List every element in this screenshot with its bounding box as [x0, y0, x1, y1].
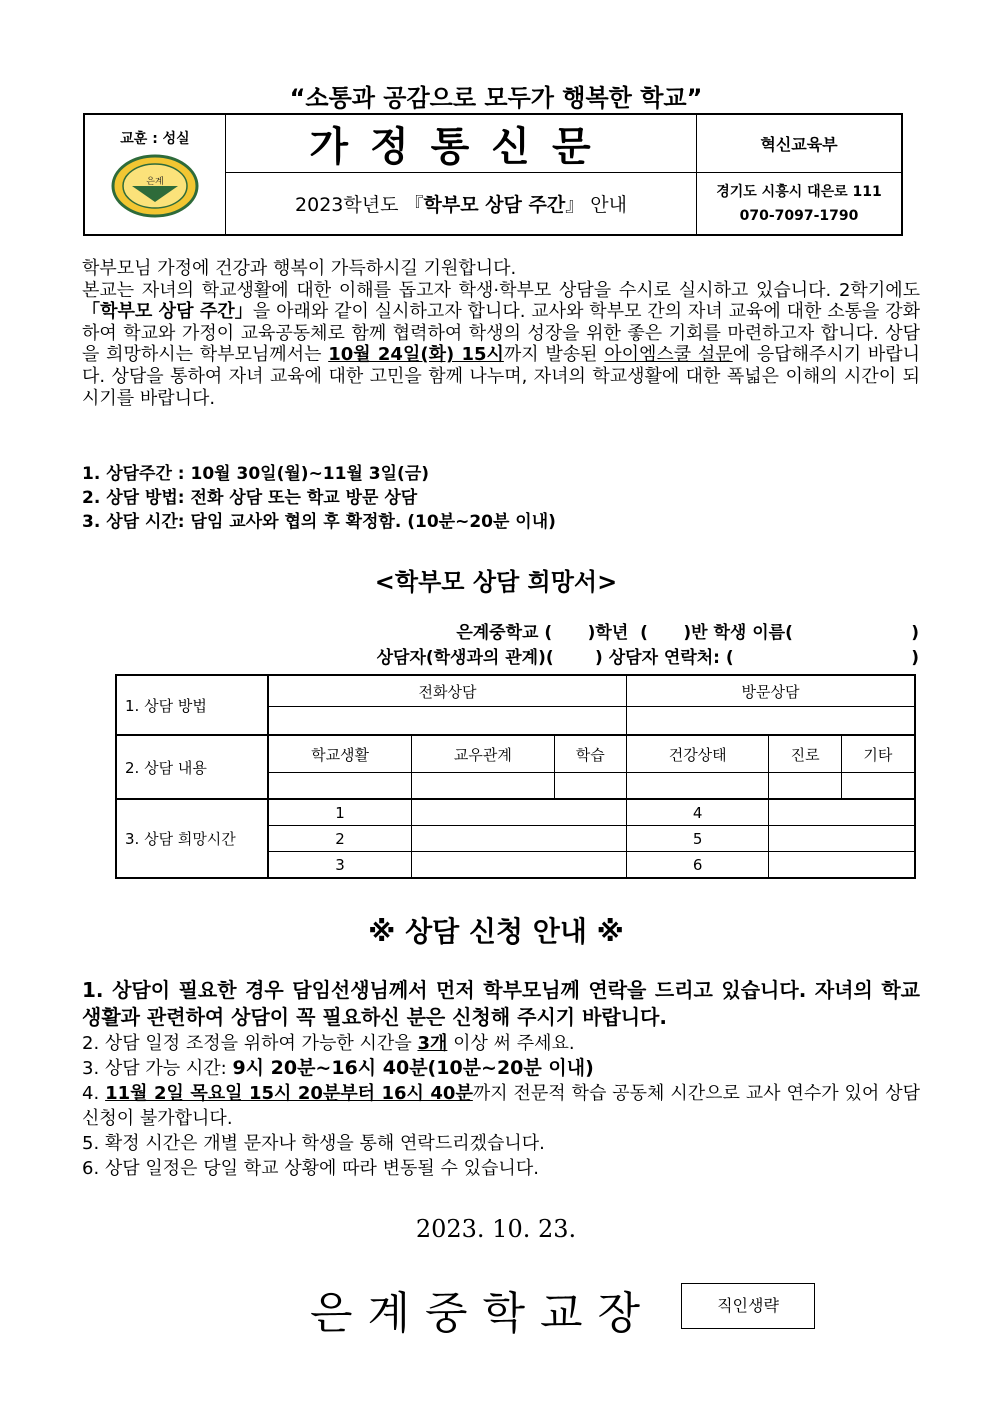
method-phone-label: 전화상담: [268, 675, 626, 707]
notice-item-4: [82, 1081, 920, 1131]
slot-number: 4: [626, 799, 768, 826]
method-visit-check[interactable]: [626, 707, 915, 736]
topic-check[interactable]: [769, 773, 841, 800]
notice-list: [82, 977, 920, 1181]
subtitle-cell: [226, 173, 697, 236]
topic-study: 학습: [554, 735, 626, 773]
student-info-line[interactable]: 은계중학교 ( )학년 ( )반 학생 이름( ): [456, 623, 919, 643]
slot-input[interactable]: [769, 852, 915, 879]
topic-friends: 교우관계: [412, 735, 554, 773]
document-title: 가정통신문: [309, 124, 613, 170]
slogan: “소통과 공감으로 모두가 행복한 학교”: [289, 84, 703, 112]
slot-number: 5: [626, 826, 768, 852]
intro-part: 을 아래와 같이 실시하고자 합니다. 교사와 학부모 간의 자녀 교육에 대한 소통을 강화하여 학교와 가정이 교육공동체로 함께 협력하여 학생의 성장을 위한 좋은 기회를 마련하고자 합니다. 상담을 희망하시는 학부모님께서는: [82, 301, 920, 366]
seal-omitted-box: 직인생략: [681, 1283, 815, 1329]
row-label-time: 3. 상담 희망시간: [116, 799, 268, 878]
topic-etc: 기타: [841, 735, 915, 773]
topic-check[interactable]: [554, 773, 626, 800]
notice-item-1: 1. 상담이 필요한 경우 담임선생님께서 먼저 학부모님께 연락을 드리고 있습니다. 자녀의 학교 생활과 관련하여 상담이 꼭 필요하신 분은 신청해 주시기 바랍니다.: [82, 978, 920, 1029]
notice-item-3: [82, 1056, 920, 1081]
notice-part: 4.: [82, 1083, 106, 1104]
topic-school-life: 학교생활: [268, 735, 412, 773]
slot-number: 2: [268, 826, 412, 852]
method-phone-check[interactable]: [268, 707, 626, 736]
subtitle-suffix: 』 안내: [565, 194, 627, 216]
intro-bold: 「학부모 상담 주간」: [82, 301, 253, 323]
contact-cell: [697, 173, 903, 236]
department: 혁신교육부: [760, 135, 838, 154]
intro-part: 본교는 자녀의 학교생활에 대한 이해를 돕고자 학생·학부모 상담을 수시로 실시하고 있습니다. 2학기에도: [82, 279, 920, 301]
intro-deadline: 10월 24일(화) 15시: [328, 344, 504, 366]
intro-body: [82, 280, 920, 410]
school-logo-icon: [110, 154, 200, 218]
slot-input[interactable]: [769, 826, 915, 852]
intro-survey: 아이엠스쿨 설문: [604, 344, 733, 366]
method-visit-label: 방문상담: [626, 675, 915, 707]
title-cell: [226, 114, 697, 173]
slot-input[interactable]: [412, 826, 627, 852]
notice-bold: 11월 2일 목요일 15시 20분부터 16시 40분: [105, 1083, 473, 1104]
slot-input[interactable]: [412, 799, 627, 826]
notice-item-6: 6. 상담 일정은 당일 학교 상황에 따라 변동될 수 있습니다.: [82, 1158, 539, 1179]
notice-bold: 3개: [417, 1033, 448, 1054]
notice-title: ※ 상담 신청 안내 ※: [368, 915, 624, 948]
row-label-method: 1. 상담 방법: [116, 675, 268, 735]
notice-item-2: [82, 1031, 920, 1056]
row-label-content: 2. 상담 내용: [116, 735, 268, 799]
notice-part: 3. 상담 가능 시간:: [82, 1058, 233, 1079]
intro-part: 까지 발송된: [503, 344, 605, 366]
slot-input[interactable]: [412, 852, 627, 879]
notice-part: 이상 써 주세요.: [447, 1033, 575, 1054]
slot-number: 1: [268, 799, 412, 826]
summary-item: 3. 상담 시간: 담임 교사와 협의 후 확정함. (10분~20분 이내): [82, 512, 556, 532]
summary-item: 2. 상담 방법: 전화 상담 또는 학교 방문 상담: [82, 488, 418, 508]
intro-part: 에 응답해주시기 바랍니다. 상담을 통하여 자녀 교육에 대한 고민을 함께 나누며, 자녀의 학교생활에 대한 폭넓은 이해의 시간이 되시기를 바랍니다.: [82, 344, 920, 409]
topic-check[interactable]: [412, 773, 554, 800]
summary-item: 1. 상담주간 : 10월 30일(월)~11월 3일(금): [82, 464, 430, 484]
issue-date: 2023. 10. 23.: [415, 1215, 577, 1243]
school-emblem-cell: [84, 114, 226, 235]
topic-career: 진로: [769, 735, 841, 773]
form-title: <학부모 상담 희망서>: [374, 568, 618, 596]
counselor-info-line[interactable]: 상담자(학생과의 관계)( ) 상담자 연락처: ( ): [376, 648, 919, 668]
subtitle-bold: 학부모 상담 주간: [423, 194, 566, 216]
notice-part: 까지 전문적 학습 공동체 시간으로 교사 연수가 있어 상담 신청이 불가합니다.: [82, 1083, 921, 1129]
slot-input[interactable]: [769, 799, 915, 826]
notice-bold: 9시 20분~16시 40분(10분~20분 이내): [232, 1057, 594, 1079]
school-address: 경기도 시흥시 대은로 111: [716, 183, 882, 200]
notice-part: 2. 상담 일정 조정을 위하여 가능한 시간을: [82, 1033, 418, 1054]
notice-item-5: 5. 확정 시간은 개별 문자나 학생을 통해 연락드리겠습니다.: [82, 1133, 545, 1154]
letter-header: [83, 113, 903, 236]
subtitle-prefix: 2023학년도 『: [295, 194, 424, 216]
slot-number: 6: [626, 852, 768, 879]
topic-health: 건강상태: [626, 735, 768, 773]
summary-items: [82, 462, 556, 534]
intro-text: [82, 258, 920, 409]
slot-number: 3: [268, 852, 412, 879]
topic-check[interactable]: [626, 773, 768, 800]
department-cell: [697, 114, 903, 173]
consultation-form-table: [115, 674, 916, 879]
school-phone: 070-7097-1790: [739, 207, 859, 224]
school-motto: 교훈 : 성실: [120, 130, 190, 147]
principal-signature: 은계중학교장: [310, 1288, 656, 1339]
topic-check[interactable]: [841, 773, 915, 800]
intro-greeting: 학부모님 가정에 건강과 행복이 가득하시길 기원합니다.: [82, 258, 517, 279]
logo-text: 은계: [146, 176, 164, 187]
topic-check[interactable]: [268, 773, 412, 800]
